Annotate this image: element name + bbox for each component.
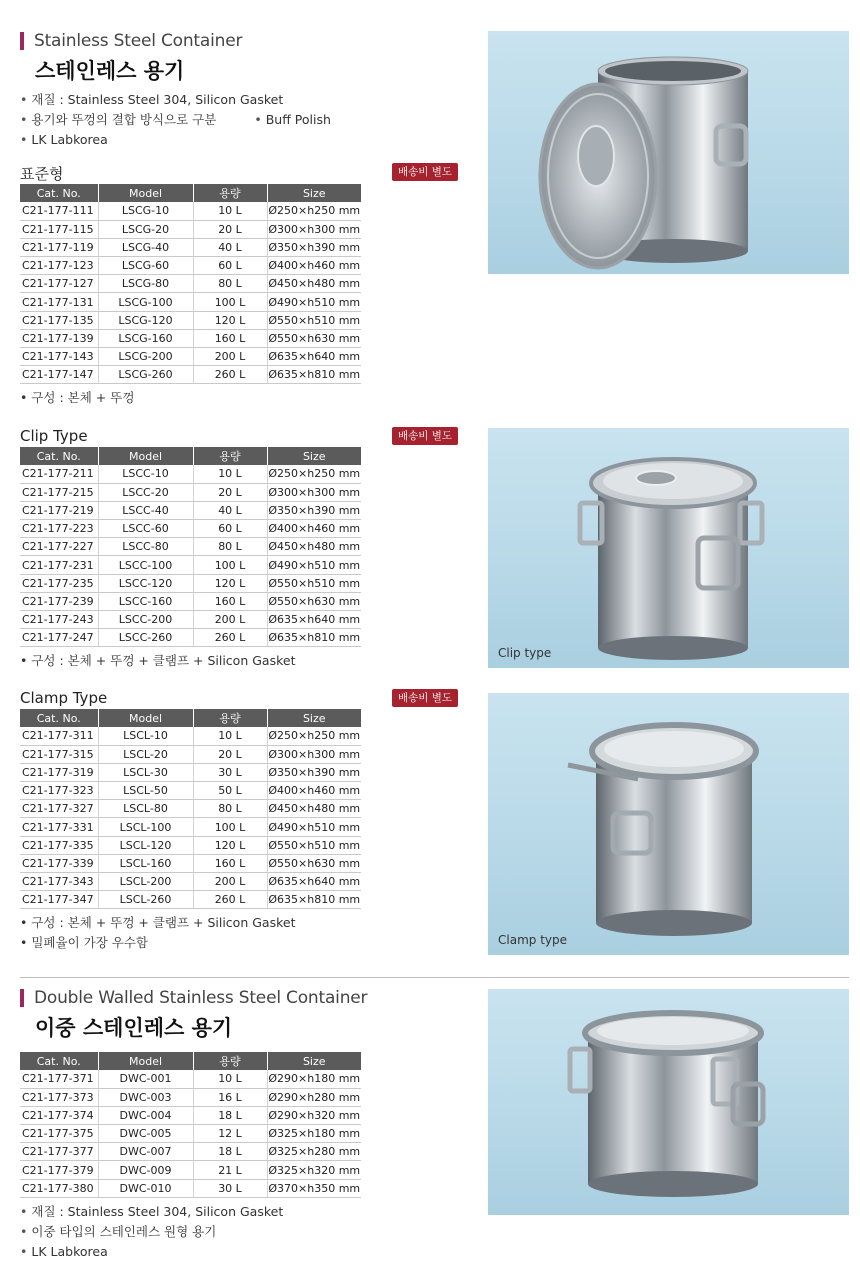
- size-cell: Ø490×h510 mm: [267, 818, 361, 836]
- bullet-description: 이중 타입의 스테인레스 원형 용기: [31, 1224, 217, 1239]
- clamp-seal-note: 밀폐율이 가장 우수함: [31, 935, 148, 950]
- cat-no-cell: C21-177-127: [20, 275, 98, 293]
- section-title-ko: 스테인레스 용기: [35, 59, 185, 83]
- cat-no-cell: C21-177-219: [20, 501, 98, 519]
- table-row: [20, 238, 361, 256]
- cat-no-cell: C21-177-343: [20, 873, 98, 891]
- size-cell: Ø550×h630 mm: [267, 592, 361, 610]
- col-cat: Cat. No.: [20, 447, 98, 465]
- clamp-photo-caption: Clamp type: [498, 933, 567, 947]
- cat-no-cell: C21-177-331: [20, 818, 98, 836]
- cat-no-cell: C21-177-243: [20, 611, 98, 629]
- table-row: [20, 574, 361, 592]
- col-model: Model: [98, 184, 193, 202]
- model-cell: LSCC-100: [98, 556, 193, 574]
- model-cell: LSCC-120: [98, 574, 193, 592]
- capacity-cell: 10 L: [193, 1070, 267, 1088]
- title-accent-bar: [20, 989, 24, 1007]
- capacity-cell: 60 L: [193, 257, 267, 275]
- cat-no-cell: C21-177-379: [20, 1161, 98, 1179]
- table-row: [20, 556, 361, 574]
- cat-no-cell: C21-177-231: [20, 556, 98, 574]
- size-cell: Ø550×h510 mm: [267, 311, 361, 329]
- table-row: [20, 1143, 361, 1161]
- standard-container-illustration: [488, 31, 849, 274]
- size-cell: Ø300×h300 mm: [267, 745, 361, 763]
- capacity-cell: 160 L: [193, 329, 267, 347]
- standard-note-text: 구성 : 본체 + 뚜껑: [31, 390, 135, 405]
- cat-no-cell: C21-177-211: [20, 465, 98, 483]
- cat-no-cell: C21-177-319: [20, 763, 98, 781]
- cat-no-cell: C21-177-377: [20, 1143, 98, 1161]
- col-capacity: 용량: [193, 709, 267, 727]
- capacity-cell: 100 L: [193, 293, 267, 311]
- cat-no-cell: C21-177-147: [20, 366, 98, 384]
- capacity-cell: 60 L: [193, 520, 267, 538]
- cat-no-cell: C21-177-315: [20, 745, 98, 763]
- capacity-cell: 18 L: [193, 1106, 267, 1124]
- model-cell: DWC-003: [98, 1088, 193, 1106]
- model-cell: LSCC-260: [98, 629, 193, 647]
- size-cell: Ø635×h640 mm: [267, 873, 361, 891]
- table-row: [20, 836, 361, 854]
- cat-no-cell: C21-177-339: [20, 854, 98, 872]
- size-cell: Ø290×h320 mm: [267, 1106, 361, 1124]
- capacity-cell: 12 L: [193, 1125, 267, 1143]
- capacity-cell: 30 L: [193, 1179, 267, 1197]
- table-row: [20, 782, 361, 800]
- size-cell: Ø400×h460 mm: [267, 782, 361, 800]
- cat-no-cell: C21-177-135: [20, 311, 98, 329]
- size-cell: Ø250×h250 mm: [267, 202, 361, 220]
- clamp-note-text: 구성 : 본체 + 뚜껑 + 클램프 + Silicon Gasket: [31, 915, 296, 930]
- section-title-container: [20, 31, 242, 51]
- size-cell: Ø490×h510 mm: [267, 293, 361, 311]
- cat-no-cell: C21-177-223: [20, 520, 98, 538]
- table-row: [20, 1161, 361, 1179]
- cat-no-cell: C21-177-335: [20, 836, 98, 854]
- table-row: [20, 818, 361, 836]
- standard-note: • 구성 : 본체 + 뚜껑: [20, 390, 135, 405]
- bullet-polish: Buff Polish: [265, 112, 331, 127]
- model-cell: LSCL-200: [98, 873, 193, 891]
- capacity-cell: 80 L: [193, 275, 267, 293]
- capacity-cell: 120 L: [193, 311, 267, 329]
- size-cell: Ø350×h390 mm: [267, 501, 361, 519]
- model-cell: LSCG-40: [98, 238, 193, 256]
- model-cell: LSCG-100: [98, 293, 193, 311]
- model-cell: LSCL-80: [98, 800, 193, 818]
- capacity-cell: 30 L: [193, 763, 267, 781]
- clip-note: • 구성 : 본체 + 뚜껑 + 클램프 + Silicon Gasket: [20, 653, 296, 668]
- capacity-cell: 260 L: [193, 629, 267, 647]
- cat-no-cell: C21-177-111: [20, 202, 98, 220]
- col-size: Size: [267, 184, 361, 202]
- model-cell: LSCG-160: [98, 329, 193, 347]
- model-cell: LSCL-100: [98, 818, 193, 836]
- standard-spec-table: [20, 184, 361, 384]
- capacity-cell: 200 L: [193, 873, 267, 891]
- table-header-row: [20, 1052, 361, 1070]
- col-model: Model: [98, 1052, 193, 1070]
- section-divider: [20, 977, 849, 978]
- capacity-cell: 260 L: [193, 891, 267, 909]
- cat-no-cell: C21-177-115: [20, 220, 98, 238]
- size-cell: Ø290×h280 mm: [267, 1088, 361, 1106]
- size-cell: Ø450×h480 mm: [267, 800, 361, 818]
- capacity-cell: 18 L: [193, 1143, 267, 1161]
- standard-title: 표준형: [20, 165, 64, 183]
- table-row: [20, 854, 361, 872]
- size-cell: Ø350×h390 mm: [267, 763, 361, 781]
- shipping-badge: 배송비 별도: [392, 163, 458, 181]
- table-row: [20, 293, 361, 311]
- standard-container-photo: [488, 31, 849, 274]
- table-row: [20, 275, 361, 293]
- table-header-row: [20, 447, 361, 465]
- size-cell: Ø300×h300 mm: [267, 483, 361, 501]
- model-cell: DWC-007: [98, 1143, 193, 1161]
- model-cell: LSCG-20: [98, 220, 193, 238]
- capacity-cell: 200 L: [193, 348, 267, 366]
- model-cell: LSCL-50: [98, 782, 193, 800]
- col-size: Size: [267, 1052, 361, 1070]
- size-cell: Ø325×h320 mm: [267, 1161, 361, 1179]
- col-capacity: 용량: [193, 447, 267, 465]
- size-cell: Ø370×h350 mm: [267, 1179, 361, 1197]
- cat-no-cell: C21-177-311: [20, 727, 98, 745]
- table-row: [20, 1070, 361, 1088]
- col-size: Size: [267, 709, 361, 727]
- clamp-container-illustration: [488, 693, 849, 955]
- capacity-cell: 20 L: [193, 745, 267, 763]
- size-cell: Ø450×h480 mm: [267, 538, 361, 556]
- size-cell: Ø400×h460 mm: [267, 520, 361, 538]
- model-cell: LSCL-120: [98, 836, 193, 854]
- capacity-cell: 100 L: [193, 818, 267, 836]
- col-size: Size: [267, 447, 361, 465]
- model-cell: LSCL-10: [98, 727, 193, 745]
- model-cell: LSCG-200: [98, 348, 193, 366]
- model-cell: LSCG-120: [98, 311, 193, 329]
- cat-no-cell: C21-177-139: [20, 329, 98, 347]
- cat-no-cell: C21-177-327: [20, 800, 98, 818]
- table-row: [20, 1179, 361, 1197]
- size-cell: Ø635×h810 mm: [267, 891, 361, 909]
- size-cell: Ø635×h810 mm: [267, 629, 361, 647]
- table-row: [20, 1088, 361, 1106]
- table-row: [20, 348, 361, 366]
- cat-no-cell: C21-177-323: [20, 782, 98, 800]
- size-cell: Ø300×h300 mm: [267, 220, 361, 238]
- capacity-cell: 16 L: [193, 1088, 267, 1106]
- model-cell: LSCC-160: [98, 592, 193, 610]
- capacity-cell: 20 L: [193, 220, 267, 238]
- size-cell: Ø450×h480 mm: [267, 275, 361, 293]
- model-cell: DWC-004: [98, 1106, 193, 1124]
- table-row: [20, 202, 361, 220]
- table-row: [20, 763, 361, 781]
- cat-no-cell: C21-177-123: [20, 257, 98, 275]
- section-bullets: • 재질 : Stainless Steel 304, Silicon Gasket • 용기와 뚜껑의 결합 방식으로 구분 • Buff Polish • LK Labkorea: [20, 90, 331, 150]
- size-cell: Ø490×h510 mm: [267, 556, 361, 574]
- capacity-cell: 50 L: [193, 782, 267, 800]
- size-cell: Ø550×h630 mm: [267, 329, 361, 347]
- size-cell: Ø635×h640 mm: [267, 611, 361, 629]
- table-row: [20, 257, 361, 275]
- table-row: [20, 1125, 361, 1143]
- clamp-notes: • 구성 : 본체 + 뚜껑 + 클램프 + Silicon Gasket • 밀폐율이 가장 우수함: [20, 915, 296, 950]
- bullet-brand: LK Labkorea: [31, 132, 108, 147]
- table-row: [20, 800, 361, 818]
- model-cell: LSCL-30: [98, 763, 193, 781]
- model-cell: LSCC-40: [98, 501, 193, 519]
- shipping-badge: 배송비 별도: [392, 689, 458, 707]
- capacity-cell: 10 L: [193, 465, 267, 483]
- size-cell: Ø290×h180 mm: [267, 1070, 361, 1088]
- model-cell: LSCL-260: [98, 891, 193, 909]
- section2-bullets: • 재질 : Stainless Steel 304, Silicon Gasket • 이중 타입의 스테인레스 원형 용기 • LK Labkorea: [20, 1202, 283, 1262]
- bullet-material: 재질 : Stainless Steel 304, Silicon Gasket: [31, 92, 284, 107]
- capacity-cell: 80 L: [193, 538, 267, 556]
- size-cell: Ø350×h390 mm: [267, 238, 361, 256]
- model-cell: LSCC-80: [98, 538, 193, 556]
- capacity-cell: 160 L: [193, 854, 267, 872]
- col-model: Model: [98, 709, 193, 727]
- section2-title-ko: 이중 스테인레스 용기: [35, 1016, 233, 1040]
- col-capacity: 용량: [193, 184, 267, 202]
- table-row: [20, 611, 361, 629]
- double-walled-illustration: [488, 989, 849, 1215]
- clamp-container-photo: [488, 693, 849, 955]
- cat-no-cell: C21-177-215: [20, 483, 98, 501]
- model-cell: LSCL-20: [98, 745, 193, 763]
- capacity-cell: 120 L: [193, 836, 267, 854]
- bullet-brand: LK Labkorea: [31, 1244, 108, 1259]
- table-row: [20, 311, 361, 329]
- size-cell: Ø325×h180 mm: [267, 1125, 361, 1143]
- title-accent-bar: [20, 32, 24, 50]
- size-cell: Ø250×h250 mm: [267, 465, 361, 483]
- cat-no-cell: C21-177-375: [20, 1125, 98, 1143]
- capacity-cell: 200 L: [193, 611, 267, 629]
- model-cell: LSCG-60: [98, 257, 193, 275]
- capacity-cell: 260 L: [193, 366, 267, 384]
- capacity-cell: 160 L: [193, 592, 267, 610]
- table-row: [20, 220, 361, 238]
- col-capacity: 용량: [193, 1052, 267, 1070]
- section-title-en: Stainless Steel Container: [34, 31, 243, 51]
- size-cell: Ø550×h630 mm: [267, 854, 361, 872]
- size-cell: Ø635×h810 mm: [267, 366, 361, 384]
- table-row: [20, 629, 361, 647]
- col-cat: Cat. No.: [20, 184, 98, 202]
- table-row: [20, 592, 361, 610]
- model-cell: LSCG-260: [98, 366, 193, 384]
- double-walled-spec-table: [20, 1052, 361, 1198]
- cat-no-cell: C21-177-247: [20, 629, 98, 647]
- shipping-badge: 배송비 별도: [392, 427, 458, 445]
- cat-no-cell: C21-177-119: [20, 238, 98, 256]
- double-walled-container-photo: [488, 989, 849, 1215]
- model-cell: LSCG-10: [98, 202, 193, 220]
- cat-no-cell: C21-177-371: [20, 1070, 98, 1088]
- table-header-row: [20, 184, 361, 202]
- table-row: [20, 891, 361, 909]
- col-model: Model: [98, 447, 193, 465]
- capacity-cell: 10 L: [193, 202, 267, 220]
- table-row: [20, 465, 361, 483]
- model-cell: DWC-009: [98, 1161, 193, 1179]
- cat-no-cell: C21-177-143: [20, 348, 98, 366]
- col-cat: Cat. No.: [20, 1052, 98, 1070]
- model-cell: DWC-001: [98, 1070, 193, 1088]
- clip-title: Clip Type: [20, 427, 88, 445]
- size-cell: Ø550×h510 mm: [267, 574, 361, 592]
- table-row: [20, 366, 361, 384]
- model-cell: DWC-010: [98, 1179, 193, 1197]
- table-row: [20, 873, 361, 891]
- cat-no-cell: C21-177-374: [20, 1106, 98, 1124]
- section2-title-container: [20, 988, 367, 1008]
- model-cell: LSCC-60: [98, 520, 193, 538]
- table-row: [20, 538, 361, 556]
- bullet-coupling: 용기와 뚜껑의 결합 방식으로 구분: [31, 112, 217, 127]
- cat-no-cell: C21-177-131: [20, 293, 98, 311]
- section2-title-en: Double Walled Stainless Steel Container: [34, 988, 368, 1008]
- table-row: [20, 727, 361, 745]
- table-row: [20, 1106, 361, 1124]
- table-row: [20, 483, 361, 501]
- cat-no-cell: C21-177-227: [20, 538, 98, 556]
- size-cell: Ø400×h460 mm: [267, 257, 361, 275]
- cat-no-cell: C21-177-380: [20, 1179, 98, 1197]
- model-cell: LSCC-20: [98, 483, 193, 501]
- capacity-cell: 40 L: [193, 238, 267, 256]
- capacity-cell: 21 L: [193, 1161, 267, 1179]
- cat-no-cell: C21-177-373: [20, 1088, 98, 1106]
- size-cell: Ø550×h510 mm: [267, 836, 361, 854]
- clip-spec-table: [20, 447, 361, 647]
- clip-note-text: 구성 : 본체 + 뚜껑 + 클램프 + Silicon Gasket: [31, 653, 296, 668]
- model-cell: LSCL-160: [98, 854, 193, 872]
- size-cell: Ø325×h280 mm: [267, 1143, 361, 1161]
- capacity-cell: 100 L: [193, 556, 267, 574]
- clamp-spec-table: [20, 709, 361, 909]
- table-row: [20, 329, 361, 347]
- model-cell: LSCC-200: [98, 611, 193, 629]
- capacity-cell: 20 L: [193, 483, 267, 501]
- clip-photo-caption: Clip type: [498, 646, 552, 660]
- table-row: [20, 745, 361, 763]
- capacity-cell: 120 L: [193, 574, 267, 592]
- model-cell: DWC-005: [98, 1125, 193, 1143]
- cat-no-cell: C21-177-235: [20, 574, 98, 592]
- clamp-title: Clamp Type: [20, 689, 108, 707]
- table-row: [20, 501, 361, 519]
- model-cell: LSCG-80: [98, 275, 193, 293]
- capacity-cell: 40 L: [193, 501, 267, 519]
- cat-no-cell: C21-177-347: [20, 891, 98, 909]
- capacity-cell: 10 L: [193, 727, 267, 745]
- size-cell: Ø635×h640 mm: [267, 348, 361, 366]
- clip-container-illustration: [488, 428, 849, 668]
- clip-container-photo: [488, 428, 849, 668]
- size-cell: Ø250×h250 mm: [267, 727, 361, 745]
- table-header-row: [20, 709, 361, 727]
- col-cat: Cat. No.: [20, 709, 98, 727]
- bullet-material: 재질 : Stainless Steel 304, Silicon Gasket: [31, 1204, 284, 1219]
- cat-no-cell: C21-177-239: [20, 592, 98, 610]
- capacity-cell: 80 L: [193, 800, 267, 818]
- table-row: [20, 520, 361, 538]
- model-cell: LSCC-10: [98, 465, 193, 483]
